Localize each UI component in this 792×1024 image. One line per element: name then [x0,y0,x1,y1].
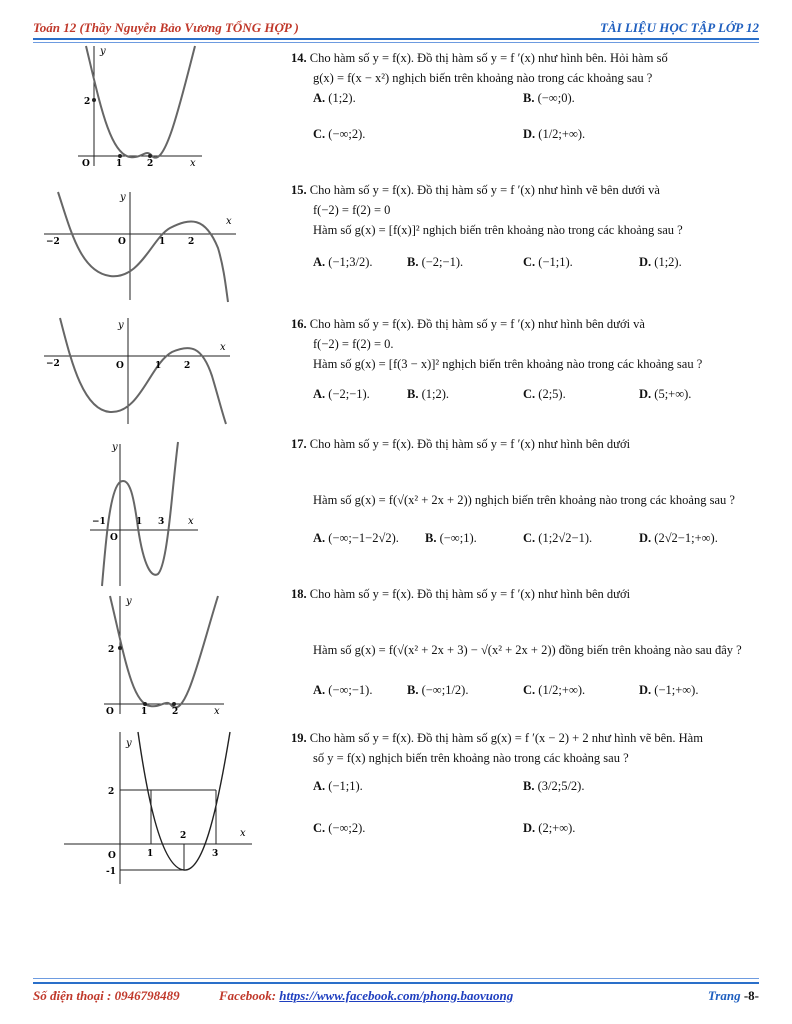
tick-label: 1 [116,159,123,169]
question-18 [291,584,771,702]
axis-x-label: x [188,516,194,527]
question-text: số y = f(x) nghịch biến trên khoảng nào trong các khoảng sau ? [313,751,629,765]
question-text: g(x) = f(x − x²) nghịch biến trên khoảng nào trong các khoảng sau ? [313,71,653,85]
question-text: Cho hàm số y = f(x). Đồ thị hàm số y = f ′(x) như hình bên. Hỏi hàm số [309,51,668,65]
tick-label: 2 [108,787,115,797]
header-rule-thin [33,42,759,43]
question-17 [291,434,771,550]
tick-label: 1 [147,849,154,859]
graph-q14 [70,44,210,170]
question-number: 16. [291,317,307,331]
axis-y-label: y [118,320,124,331]
question-text: Hàm số g(x) = f(√(x² + 2x + 2)) nghịch biến trên khoảng nào trong các khoảng sau ? [313,493,735,507]
option-d: D. (5;+∞). [639,387,692,401]
tick-label: −1 [92,517,106,527]
option-b: B. (1;2). [407,387,450,401]
tick-label: 1 [141,707,148,717]
option-c: C. (1;2√2−1). [523,531,593,545]
axis-x-label: x [220,342,226,353]
tick-label: -1 [106,867,116,877]
question-text: Cho hàm số y = f(x). Đồ thị hàm số y = f ′(x) như hình bên dưới và [309,317,645,331]
graph-q15 [40,188,240,304]
header-left: Toán 12 (Thầy Nguyễn Bảo Vương TỔNG HỢP ) [33,20,299,35]
question-number: 19. [291,731,307,745]
origin-label: O [118,237,126,247]
question-text: Cho hàm số y = f(x). Đồ thị hàm số g(x) = f ′(x − 2) + 2 như hình vẽ bên. Hàm [309,731,703,745]
graph-q19 [60,728,260,888]
footer-facebook [219,988,513,1004]
tick-label: 2 [180,831,187,841]
option-b: B. (−2;−1). [407,255,464,269]
tick-label: 1 [136,517,143,527]
question-number: 17. [291,437,307,451]
axis-y-label: y [112,442,118,453]
option-a: A. (−∞;−1−2√2). [313,531,399,545]
tick-label: 3 [212,849,219,859]
question-number: 18. [291,587,307,601]
axis-y-label: y [126,738,132,749]
tick-label: −2 [46,359,60,369]
question-text: Hàm số g(x) = [f(3 − x)]² nghịch biến trên khoảng nào trong các khoảng sau ? [313,357,703,371]
tick-label: −2 [46,237,60,247]
axis-y-label: y [126,596,132,607]
option-c: C. (2;5). [523,387,566,401]
tick-label: 2 [184,361,191,371]
question-19 [291,728,771,840]
option-b: B. (−∞;1/2). [407,683,469,697]
tick-label: 2 [147,159,154,169]
origin-label: O [116,361,124,371]
option-a: A. (−1;3/2). [313,255,373,269]
question-text: Cho hàm số y = f(x). Đồ thị hàm số y = f ′(x) như hình bên dưới [309,587,631,601]
option-d: D. (−1;+∞). [639,683,699,697]
tick-label: 2 [108,645,115,655]
origin-label: O [106,707,114,717]
axis-x-label: x [214,706,220,717]
page-header [33,18,759,38]
option-b: B. (3/2;5/2). [523,779,585,793]
graph-q18 [100,594,230,718]
option-c: C. (−1;1). [523,255,573,269]
page-number: Trang -8- [707,988,759,1003]
option-d: D. (1/2;+∞). [523,127,586,141]
axis-x-label: x [190,158,196,169]
facebook-link[interactable]: https://www.facebook.com/phong.baovuong [279,988,514,1003]
axis-y-label: y [120,192,126,203]
page-footer [33,988,759,1008]
question-text: Cho hàm số y = f(x). Đồ thị hàm số y = f ′(x) như hình vẽ bên dưới và [309,183,660,197]
graph-q17 [86,438,206,588]
footer-rule [33,982,759,984]
option-a: A. (−∞;−1). [313,683,373,697]
option-a: A. (−1;1). [313,779,363,793]
origin-label: O [82,159,90,169]
option-a: A. (−2;−1). [313,387,370,401]
question-text: Hàm số g(x) = [f(x)]² nghịch biến trên khoảng nào trong các khoảng sau ? [313,223,683,237]
question-number: 15. [291,183,307,197]
tick-label: 1 [155,361,162,371]
tick-label: 1 [159,237,166,247]
origin-label: O [108,851,116,861]
axis-x-label: x [226,216,232,227]
question-text: Cho hàm số y = f(x). Đồ thị hàm số y = f ′(x) như hình bên dưới [309,437,631,451]
option-c: C. (−∞;2). [313,821,366,835]
option-d: D. (2√2−1;+∞). [639,531,718,545]
footer-rule-thin [33,978,759,979]
axis-x-label: x [240,828,246,839]
axis-y-label: y [100,46,106,57]
option-c: C. (1/2;+∞). [523,683,586,697]
tick-label: 2 [84,97,91,107]
question-text: Hàm số g(x) = f(√(x² + 2x + 3) − √(x² + 2x + 2)) đồng biến trên khoảng nào sau đây ? [313,643,742,657]
question-16 [291,314,771,406]
option-c: C. (−∞;2). [313,127,366,141]
question-15 [291,180,771,274]
question-14 [291,48,771,146]
question-text: f(−2) = f(2) = 0. [313,337,394,351]
option-d: D. (2;+∞). [523,821,576,835]
header-right: TÀI LIỆU HỌC TẬP LỚP 12 [599,20,759,35]
tick-label: 3 [158,517,165,527]
header-rule [33,38,759,40]
option-b: B. (−∞;0). [523,91,575,105]
origin-label: O [110,533,118,543]
option-a: A. (1;2). [313,91,356,105]
option-b: B. (−∞;1). [425,531,477,545]
option-d: D. (1;2). [639,255,682,269]
question-number: 14. [291,51,307,65]
facebook-label: Facebook: [219,988,277,1003]
question-text: f(−2) = f(2) = 0 [313,203,391,217]
graph-q16 [40,316,240,426]
tick-label: 2 [172,707,179,717]
footer-phone: Số điện thoại : 0946798489 [33,988,180,1003]
tick-label: 2 [188,237,195,247]
